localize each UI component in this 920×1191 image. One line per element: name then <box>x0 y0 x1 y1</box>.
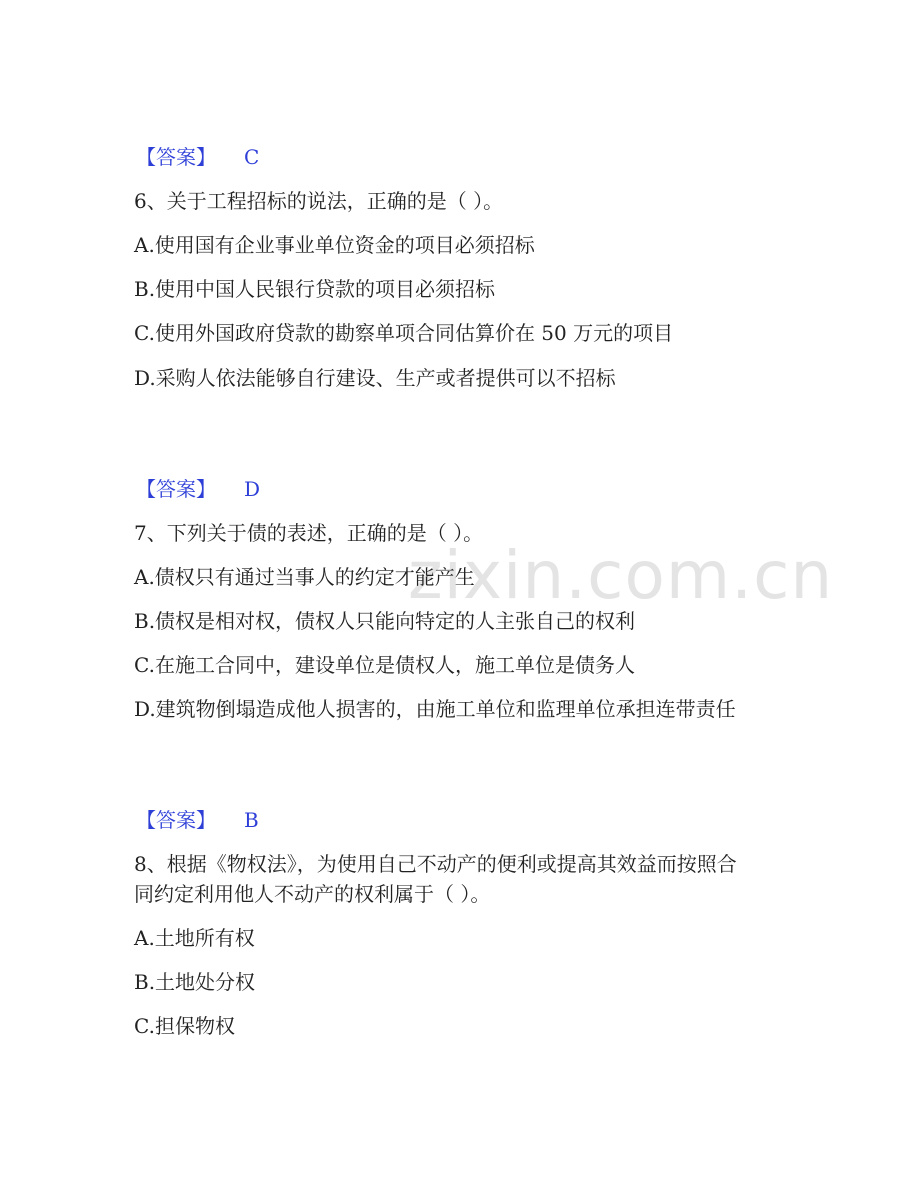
answer-row-5 <box>136 145 259 169</box>
q8-option-b: B.土地处分权 <box>134 970 256 994</box>
q6-option-a: A.使用国有企业事业单位资金的项目必须招标 <box>134 233 535 257</box>
q7-option-d: D.建筑物倒塌造成他人损害的，由施工单位和监理单位承担连带责任 <box>134 697 736 721</box>
answer-value: B <box>244 808 259 832</box>
watermark: zixin.com.cn <box>408 537 834 614</box>
question-6: 6、关于工程招标的说法，正确的是（ ）。 <box>134 189 504 213</box>
q6-option-d: D.采购人依法能够自行建设、生产或者提供可以不招标 <box>134 366 616 390</box>
question-7: 7、下列关于债的表述，正确的是（ ）。 <box>134 521 484 545</box>
answer-label: 【答案】 <box>136 477 216 501</box>
q6-option-c: C.使用外国政府贷款的勘察单项合同估算价在 50 万元的项目 <box>134 321 674 345</box>
q8-option-c: C.担保物权 <box>134 1014 235 1038</box>
q7-option-b: B.债权是相对权，债权人只能向特定的人主张自己的权利 <box>134 609 636 633</box>
question-8-line-2: 同约定利用他人不动产的权利属于（ ）。 <box>134 882 491 906</box>
answer-row-6 <box>136 477 260 501</box>
question-8-line-1: 8、根据《物权法》，为使用自己不动产的便利或提高其效益而按照合 <box>134 852 737 876</box>
answer-value: D <box>244 477 261 501</box>
answer-row-7 <box>136 808 259 832</box>
q7-option-a: A.债权只有通过当事人的约定才能产生 <box>134 565 475 589</box>
answer-label: 【答案】 <box>136 808 216 832</box>
q6-option-b: B.使用中国人民银行贷款的项目必须招标 <box>134 277 496 301</box>
answer-value: C <box>244 145 260 169</box>
answer-label: 【答案】 <box>136 145 216 169</box>
q7-option-c: C.在施工合同中，建设单位是债权人，施工单位是债务人 <box>134 653 635 677</box>
q8-option-a: A.土地所有权 <box>134 926 255 950</box>
